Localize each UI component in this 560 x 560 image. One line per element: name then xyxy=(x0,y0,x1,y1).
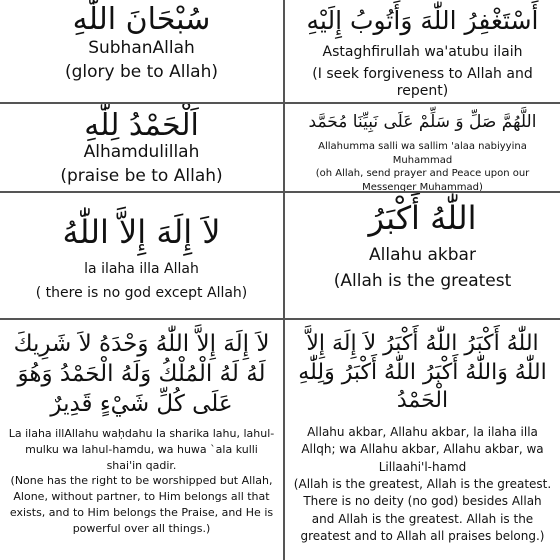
arabic-text: اَلْحَمْدُ لِلّٰهِ xyxy=(84,108,199,143)
dhikr-cell-tahlil-long xyxy=(0,320,283,560)
dhikr-cell-salawat xyxy=(285,104,560,191)
meaning: (None has the right to be worshipped but Allah, Alone, without partner, to Him belongs all that exists, and to Him belongs the Praise, and He is powerful over all things.) xyxy=(9,474,274,536)
transliteration: Allahumma salli wa sallim 'alaa nabiyyina Muhammad xyxy=(318,141,527,166)
dhikr-cell-subhanallah xyxy=(0,0,283,102)
meaning: (glory be to Allah) xyxy=(64,62,219,83)
transliteration: Astaghfirullah wa'atubu ilaih xyxy=(322,44,523,60)
dhikr-cell-tahlil xyxy=(0,193,283,318)
arabic-text: اللّٰهُ أَكْبَرُ xyxy=(368,199,477,237)
transliteration: Alhamdulillah xyxy=(83,142,200,162)
transliteration: La ilaha illAllahu waḥdahu la sharika lahu, lahul-mulku wa lahul-hamdu, wa huwa `ala kulli shai'in qadir. xyxy=(8,426,275,472)
transliteration: Allahu akbar, Allahu akbar, la ilaha illa Allqh; wa Allahu akbar, Allahu akbar, wa Lillaahi'l-hamd xyxy=(301,424,544,474)
dhikr-cell-alhamdulillah xyxy=(0,104,283,191)
meaning: ( there is no god except Allah) xyxy=(35,284,248,301)
meaning: (Allah is the greatest, Allah is the greatest. There is no deity (no god) besides Allah and Allah is the greatest. Allah is the greatest and to Allah all praises belong.) xyxy=(293,476,552,544)
transliteration: Allahu akbar xyxy=(369,245,476,266)
meaning: (praise be to Allah) xyxy=(60,166,223,187)
meaning: (oh Allah, send prayer and Peace upon our Messenger Muhammad) xyxy=(315,168,530,191)
dhikr-cell-astaghfirullah xyxy=(285,0,560,102)
arabic-text: اللّٰهُ أَكْبَرُ اللّٰهُ أَكْبَرُ لاَ إِلَهَ إِلاَّ اللّٰهُ وَاللّٰهُ أَكْبَرُ اللّٰهُ أَكْبَرُ وَلِلّٰهِ الْحَمْدُ xyxy=(298,331,547,414)
dhikr-cell-takbir xyxy=(285,193,560,318)
meaning: (I seek forgiveness to Allah and repent) xyxy=(312,65,533,99)
arabic-text: لاَ إِلَهَ إِلاَّ اللّٰهُ xyxy=(62,213,221,251)
arabic-text: اللَّهُمَّ صَلِّ وَ سَلِّمْ عَلَى نَبِيِّنَا مُحَمَّد xyxy=(308,112,537,132)
dhikr-cell-takbir-long xyxy=(285,320,560,560)
transliteration: la ilaha illa Allah xyxy=(84,261,199,278)
meaning: (Allah is the greatest xyxy=(333,270,512,291)
arabic-text: أَسْتَغْفِرُ اللّٰهَ وَأَتُوبُ إِلَيْهِ xyxy=(306,6,539,35)
arabic-text: سُبْحَانَ اللّٰهِ xyxy=(72,2,211,37)
arabic-text: لاَ إِلَهَ إِلاَّ اللّٰهُ وَحْدَهُ لاَ شَرِيكَ لَهُ لَهُ الْمُلْكُ وَلَهُ الْحَمْدُ وَهُوَ عَلَى كُلِّ شَيْءٍ قَدِيرٌ xyxy=(13,331,270,417)
transliteration: SubhanAllah xyxy=(88,38,195,58)
